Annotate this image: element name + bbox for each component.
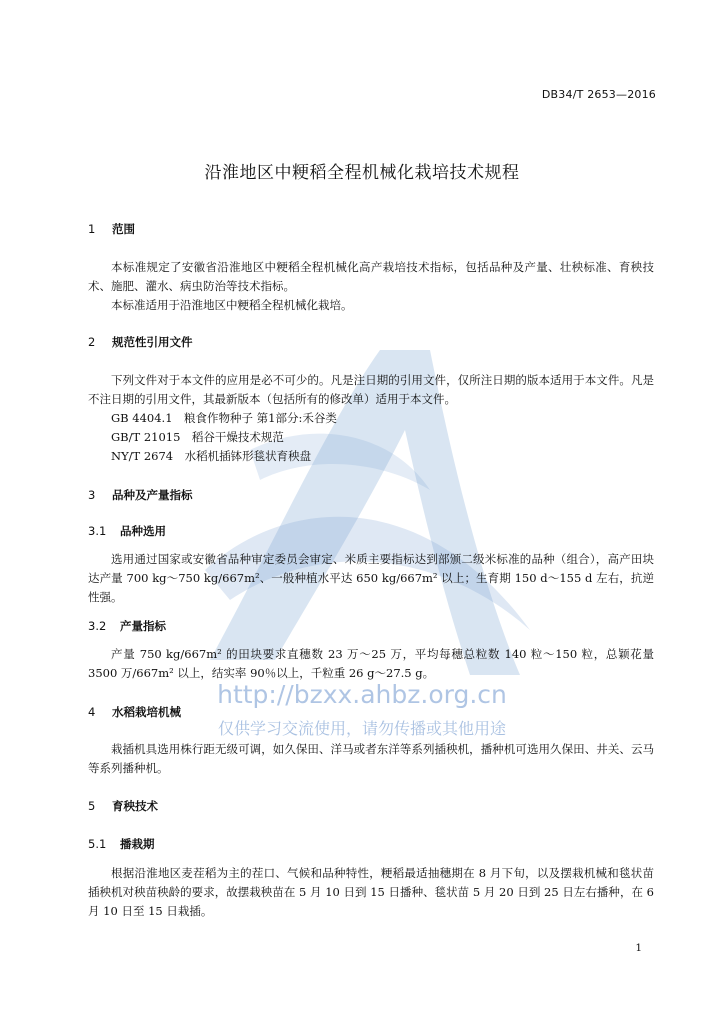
document-code: DB34/T 2653—2016 — [541, 88, 656, 101]
variety-paragraph: 选用通过国家或安徽省品种审定委员会审定、米质主要指标达到部颁二级米标准的品种（组合），高产田块达产量 700 kg～750 kg/667m²、一般种植水平达 650 kg/667m² 以上；生育期 150 d～155 d 左右，抗逆性强。 — [88, 552, 654, 604]
reference-item: NY/T 2674 水稻机插钵形毯状育秧盘 — [111, 449, 312, 463]
scope-paragraph-1: 本标准规定了安徽省沿淮地区中粳稻全程机械化高产栽培技术指标，包括品种及产量、壮秧标准、育秧技术、施肥、灌水、病虫防治等技术指标。 — [88, 260, 654, 293]
section-heading-5-1: 5.1 播栽期 — [88, 837, 155, 851]
reference-item: GB 4404.1 粮食作物种子 第1部分:禾谷类 — [111, 411, 337, 425]
section-heading-1: 1 范围 — [88, 222, 136, 236]
watermark-text: 仅供学习交流使用，请勿传播或其他用途 — [217, 719, 506, 738]
yield-paragraph: 产量 750 kg/667m² 的田块要求直穗数 23 万～25 万，平均每穗总粒数 140 粒～150 粒，总颖花量 3500 万/667m² 以上，结实率 90％以上，千粒重 26 g～27.5 g。 — [88, 647, 654, 680]
section-heading-4: 4 水稻栽培机械 — [88, 705, 182, 719]
references-intro: 下列文件对于本文件的应用是必不可少的。凡是注日期的引用文件，仅所注日期的版本适用于本文件。凡是不注日期的引用文件，其最新版本（包括所有的修改单）适用于本文件。 — [88, 373, 654, 406]
sowing-paragraph: 根据沿淮地区麦茬稻为主的茬口、气候和品种特性，粳稻最适抽穗期在 8 月下旬，以及摆栽机械和毯状苗插秧机对秧苗秧龄的要求，故摆栽秧苗在 5 月 10 日到 15 日播种、毯状苗 5 月 20 日到 25 日左右播种，在 6 月 10 日至 15 日栽插。 — [88, 866, 654, 918]
reference-item: GB/T 21015 稻谷干燥技术规范 — [111, 430, 284, 444]
scope-paragraph-2: 本标准适用于沿淮地区中粳稻全程机械化栽培。 — [111, 298, 353, 312]
section-heading-3-1: 3.1 品种选用 — [88, 524, 167, 538]
page-number: 1 — [635, 942, 642, 954]
machinery-paragraph: 栽插机具选用株行距无级可调，如久保田、洋马或者东洋等系列插秧机，播种机可选用久保田、井关、云马等系列播种机。 — [88, 742, 654, 775]
section-heading-3-2: 3.2 产量指标 — [88, 619, 167, 633]
section-heading-2: 2 规范性引用文件 — [88, 335, 193, 349]
section-heading-3: 3 品种及产量指标 — [88, 488, 193, 502]
document-title: 沿淮地区中粳稻全程机械化栽培技术规程 — [204, 163, 520, 183]
section-heading-5: 5 育秧技术 — [88, 799, 159, 813]
watermark-url: http://bzxx.ahbz.org.cn — [217, 680, 507, 709]
